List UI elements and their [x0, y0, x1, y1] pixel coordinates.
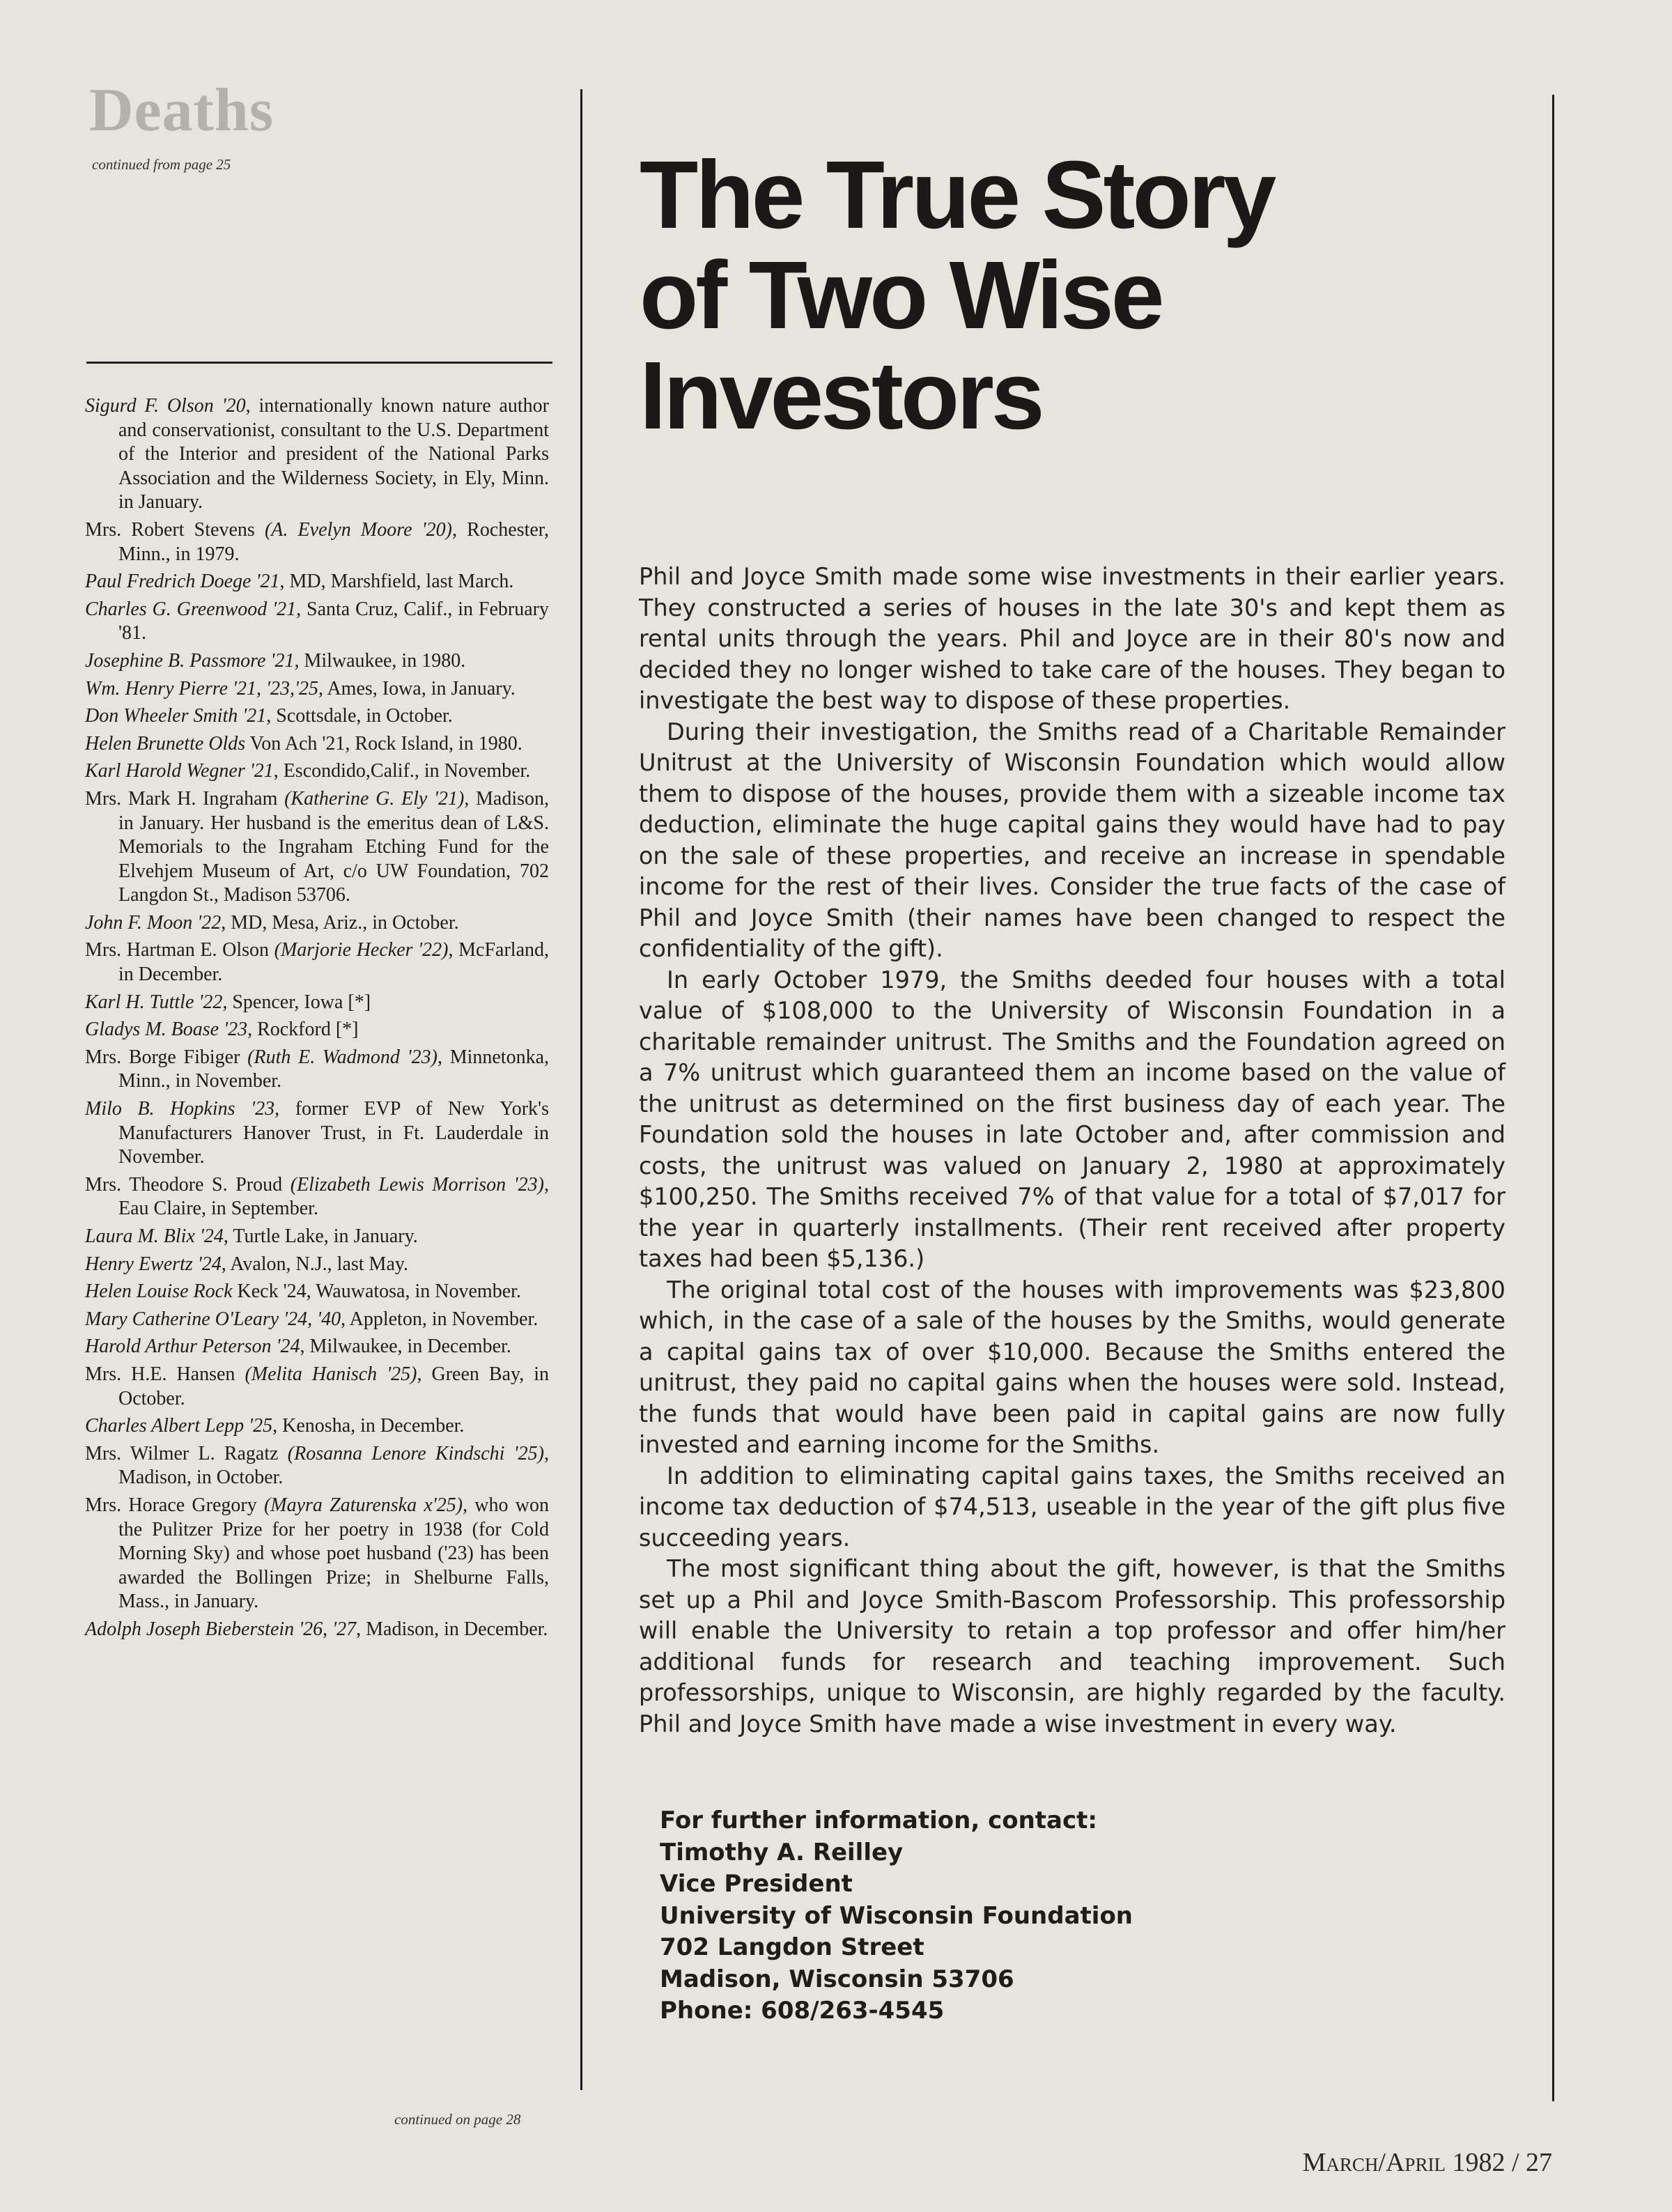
notice-prefix: Mrs. Theodore S. Proud: [85, 1173, 291, 1196]
death-notice: [85, 1442, 549, 1490]
notice-rest: , Spencer, Iowa [*]: [222, 991, 371, 1013]
notice-rest: , former EVP of New York's Manufacturers Hanover Trust, in Ft. Lauderdale in November.: [118, 1098, 549, 1168]
death-notice: [85, 1280, 549, 1304]
notice-prefix: Mrs. Mark H. Ingraham: [85, 787, 285, 810]
notice-rest: , who won the Pulitzer Prize for her poetry in 1938 (for Cold Morning Sky) and whose poet husband ('23) has been awarded the Bollingen Prize; in Shelburne Falls, Mass., in January.: [118, 1494, 549, 1613]
notice-rest: , Green Bay, in October.: [118, 1363, 549, 1409]
contact-phone: Phone: 608/263-4545: [660, 1997, 945, 2025]
article-paragraph: The original total cost of the houses with improvements was $23,800 which, in the case of a sale of the houses by the Smiths, would generate a capital gains tax of over $10,000. Because the Smiths entered the unitrust, they paid no capital gains when the houses were sold. Instead, the funds that would have been paid in capital gains are now fully invested and earning income for the Smiths.: [639, 1276, 1505, 1458]
contact-name: Timothy A. Reilley: [660, 1838, 904, 1866]
death-notice: [85, 732, 549, 757]
death-notice: [85, 518, 549, 566]
death-notice: [85, 1335, 549, 1359]
notice-prefix: Mrs. Borge Fibiger: [85, 1046, 248, 1068]
notice-name: Sigurd F. Olson '20: [85, 395, 246, 417]
page-footer: [1303, 2147, 1552, 2178]
notice-prefix: Mrs. H.E. Hansen: [85, 1363, 245, 1385]
headline-line: Investors: [640, 342, 1042, 449]
notice-name: Harold Arthur Peterson '24: [85, 1336, 300, 1358]
notice-name: (Marjorie Hecker '22): [274, 939, 449, 961]
notice-name: Helen Brunette Olds: [85, 732, 246, 755]
notice-rest: , Madison, in December.: [356, 1618, 548, 1640]
notice-name: Karl Harold Wegner '21: [85, 760, 274, 782]
notice-rest: , Appleton, in November.: [341, 1308, 539, 1330]
notice-rest: , Kenosha, in December.: [272, 1415, 465, 1437]
notice-rest: , Turtle Lake, in January.: [223, 1225, 418, 1247]
article-paragraph: In early October 1979, the Smiths deeded four houses with a total value of $108,000 to the University of Wisconsin Foundation in a charitable remainder unitrust. The Smiths and the Foundation agreed on a 7% unitrust which guaranteed them an income based on the value of the unitrust as determined on the first business day of each year. The Foundation sold the houses in late October and, after commission and costs, the unitrust was valued on January 2, 1980 at approximately $100,250. The Smiths received 7% of that value for a total of $7,017 for the year in quarterly installments. (Their rent received after property taxes had been $5,136.): [639, 966, 1505, 1272]
death-notice: [85, 911, 549, 936]
notice-rest: , Escondido,Calif., in November.: [273, 760, 531, 782]
notice-name: (Mayra Zaturenska x'25): [263, 1494, 463, 1516]
article-paragraph: Phil and Joyce Smith made some wise investments in their earlier years. They constructed a series of houses in the late 30's and kept them as rental units through the years. Phil and Joyce are in their 80's now and decided they no longer wished to take care of the houses. They began to investigate the best way to dispose of these properties.: [639, 563, 1505, 714]
death-notice: [85, 1308, 549, 1332]
notice-name: (Melita Hanisch '25): [245, 1363, 417, 1385]
death-notice: [85, 991, 549, 1015]
death-notice: [85, 570, 549, 594]
death-notice: [85, 1018, 549, 1042]
article-body: [639, 562, 1505, 1740]
notice-rest: , Milwaukee, in December.: [300, 1336, 511, 1358]
notice-name: Gladys M. Boase '23: [85, 1019, 248, 1041]
notice-name: Charles G. Greenwood '21: [85, 598, 297, 620]
death-notice: [85, 1046, 549, 1094]
death-notice: [85, 1363, 549, 1411]
notice-rest: , Rochester, Minn., in 1979.: [118, 518, 549, 565]
death-notices-list: [85, 394, 549, 1646]
notice-prefix: Mrs. Horace Gregory: [85, 1494, 264, 1516]
notice-name: Laura M. Blix '24: [85, 1225, 224, 1247]
death-notice: [85, 598, 549, 646]
notice-name: Don Wheeler Smith '21: [85, 705, 267, 727]
notice-rest: Von Ach '21, Rock Island, in 1980.: [245, 732, 522, 755]
death-notice: [85, 1225, 549, 1249]
notice-rest: , MD, Marshfield, last March.: [279, 571, 514, 593]
issue-date: March/April: [1302, 2148, 1446, 2177]
contact-organization: University of Wisconsin Foundation: [660, 1901, 1133, 1930]
notice-name: Paul Fredrich Doege '21: [85, 571, 280, 593]
notice-name: John F. Moon '22: [85, 911, 222, 934]
notice-name: Henry Ewertz '24: [85, 1253, 222, 1275]
notice-rest: , McFarland, in December.: [118, 939, 549, 986]
article-headline: [640, 141, 1545, 449]
death-notice: [85, 677, 549, 702]
continued-on-note: continued on page 28: [394, 2111, 521, 2128]
death-notice: [85, 1414, 549, 1439]
notice-rest: , Santa Cruz, Calif., in February '81.: [118, 598, 549, 644]
notice-name: (Ruth E. Wadmond '23): [247, 1046, 438, 1068]
notice-name: Josephine B. Passmore '21: [85, 649, 295, 672]
death-notice: [85, 1253, 549, 1277]
notice-name: Mary Catherine O'Leary '24, '40: [85, 1308, 341, 1330]
notice-name: Adolph Joseph Bieberstein '26, '27: [85, 1618, 357, 1640]
column-rule-right: [1552, 95, 1554, 2101]
death-notice: [85, 1173, 549, 1221]
notice-rest: Keck '24, Wauwatosa, in November.: [232, 1281, 521, 1303]
contact-heading: For further information, contact:: [660, 1807, 1097, 1834]
notice-rest: , Avalon, N.J., last May.: [221, 1253, 409, 1275]
headline-line: of Two Wise: [640, 242, 1162, 349]
notice-prefix: Mrs. Robert Stevens: [85, 518, 265, 541]
death-notice: [85, 938, 549, 987]
notice-name: (Rosanna Lenore Kindschi '25): [287, 1442, 544, 1464]
notice-rest: , Madison, in October.: [118, 1442, 549, 1489]
notice-rest: , Milwaukee, in 1980.: [294, 649, 466, 672]
notice-rest: , Rockford [*]: [247, 1019, 359, 1041]
notice-rest: , internationally known nature author and conservationist, consultant to the U.S. Department of the Interior and president of the National Parks Association and the Wilderness Society, in Ely, Minn. in January.: [118, 395, 550, 513]
notice-name: (Elizabeth Lewis Morrison '23): [290, 1173, 544, 1196]
article-paragraph: During their investigation, the Smiths read of a Charitable Remainder Unitrust at the University of Wisconsin Foundation which would allow them to dispose of the houses, provide them with a sizeable income tax deduction, eliminate the huge capital gains they would have had to pay on the sale of these properties, and receive an increase in spendable income for the rest of their lives. Consider the true facts of the case of Phil and Joyce Smith (their names have been changed to respect the confidentiality of the gift).: [639, 718, 1505, 962]
notice-rest: , Madison, in January. Her husband is the emeritus dean of L&S. Memorials to the Ingraham Etching Fund for the Elvehjem Museum of Art, c/o UW Foundation, 702 Langdon St., Madison 53706.: [118, 787, 550, 906]
column-rule-left: [580, 89, 582, 2090]
death-notice: [85, 1618, 549, 1642]
article-paragraph: In addition to eliminating capital gains taxes, the Smiths received an income tax deduction of $74,513, useable in the year of the gift plus five succeeding years.: [639, 1462, 1505, 1552]
notice-name: Wm. Henry Pierre '21, '23,'25: [85, 677, 318, 699]
death-notice: [85, 394, 549, 515]
contact-street: 702 Langdon Street: [660, 1933, 924, 1961]
notice-name: Charles Albert Lepp '25: [85, 1415, 273, 1437]
year-page-number: 1982 / 27: [1445, 2148, 1552, 2177]
notice-prefix: Mrs. Wilmer L. Ragatz: [85, 1442, 288, 1464]
article-paragraph: The most significant thing about the gift, however, is that the Smiths set up a Phil and Joyce Smith-Bascom Professorship. This professorship will enable the University to retain a top professor and offer him/her additional funds for research and teaching improvement. Such professorships, unique to Wisconsin, are highly regarded by the faculty. Phil and Joyce Smith have made a wise investment in every way.: [639, 1555, 1505, 1738]
contact-city: Madison, Wisconsin 53706: [660, 1965, 1014, 1993]
section-divider: [86, 362, 552, 364]
death-notice: [85, 759, 549, 784]
notice-name: Helen Louise Rock: [85, 1281, 233, 1303]
death-notice: [85, 704, 549, 729]
death-notice: [85, 787, 549, 908]
notice-prefix: Mrs. Hartman E. Olson: [85, 939, 274, 961]
notice-rest: , Eau Claire, in September.: [118, 1173, 549, 1220]
notice-name: (A. Evelyn Moore '20): [264, 518, 452, 541]
death-notice: [85, 1494, 549, 1614]
notice-rest: , MD, Mesa, Ariz., in October.: [221, 911, 459, 934]
notice-rest: , Minnetonka, Minn., in November.: [118, 1046, 550, 1092]
contact-block: [660, 1805, 1133, 2027]
contact-title: Vice President: [660, 1870, 853, 1898]
notice-rest: , Ames, Iowa, in January.: [318, 677, 516, 699]
death-notice: [85, 649, 549, 674]
death-notice: [85, 1097, 549, 1170]
notice-rest: , Scottsdale, in October.: [266, 705, 453, 727]
notice-name: Karl H. Tuttle '22: [85, 991, 223, 1013]
notice-name: Milo B. Hopkins '23: [85, 1098, 275, 1120]
continued-from-note: continued from page 25: [92, 156, 231, 173]
notice-name: (Katherine G. Ely '21): [284, 787, 465, 810]
headline-line: The True Story: [640, 141, 1274, 249]
deaths-section-title: Deaths: [89, 77, 274, 144]
